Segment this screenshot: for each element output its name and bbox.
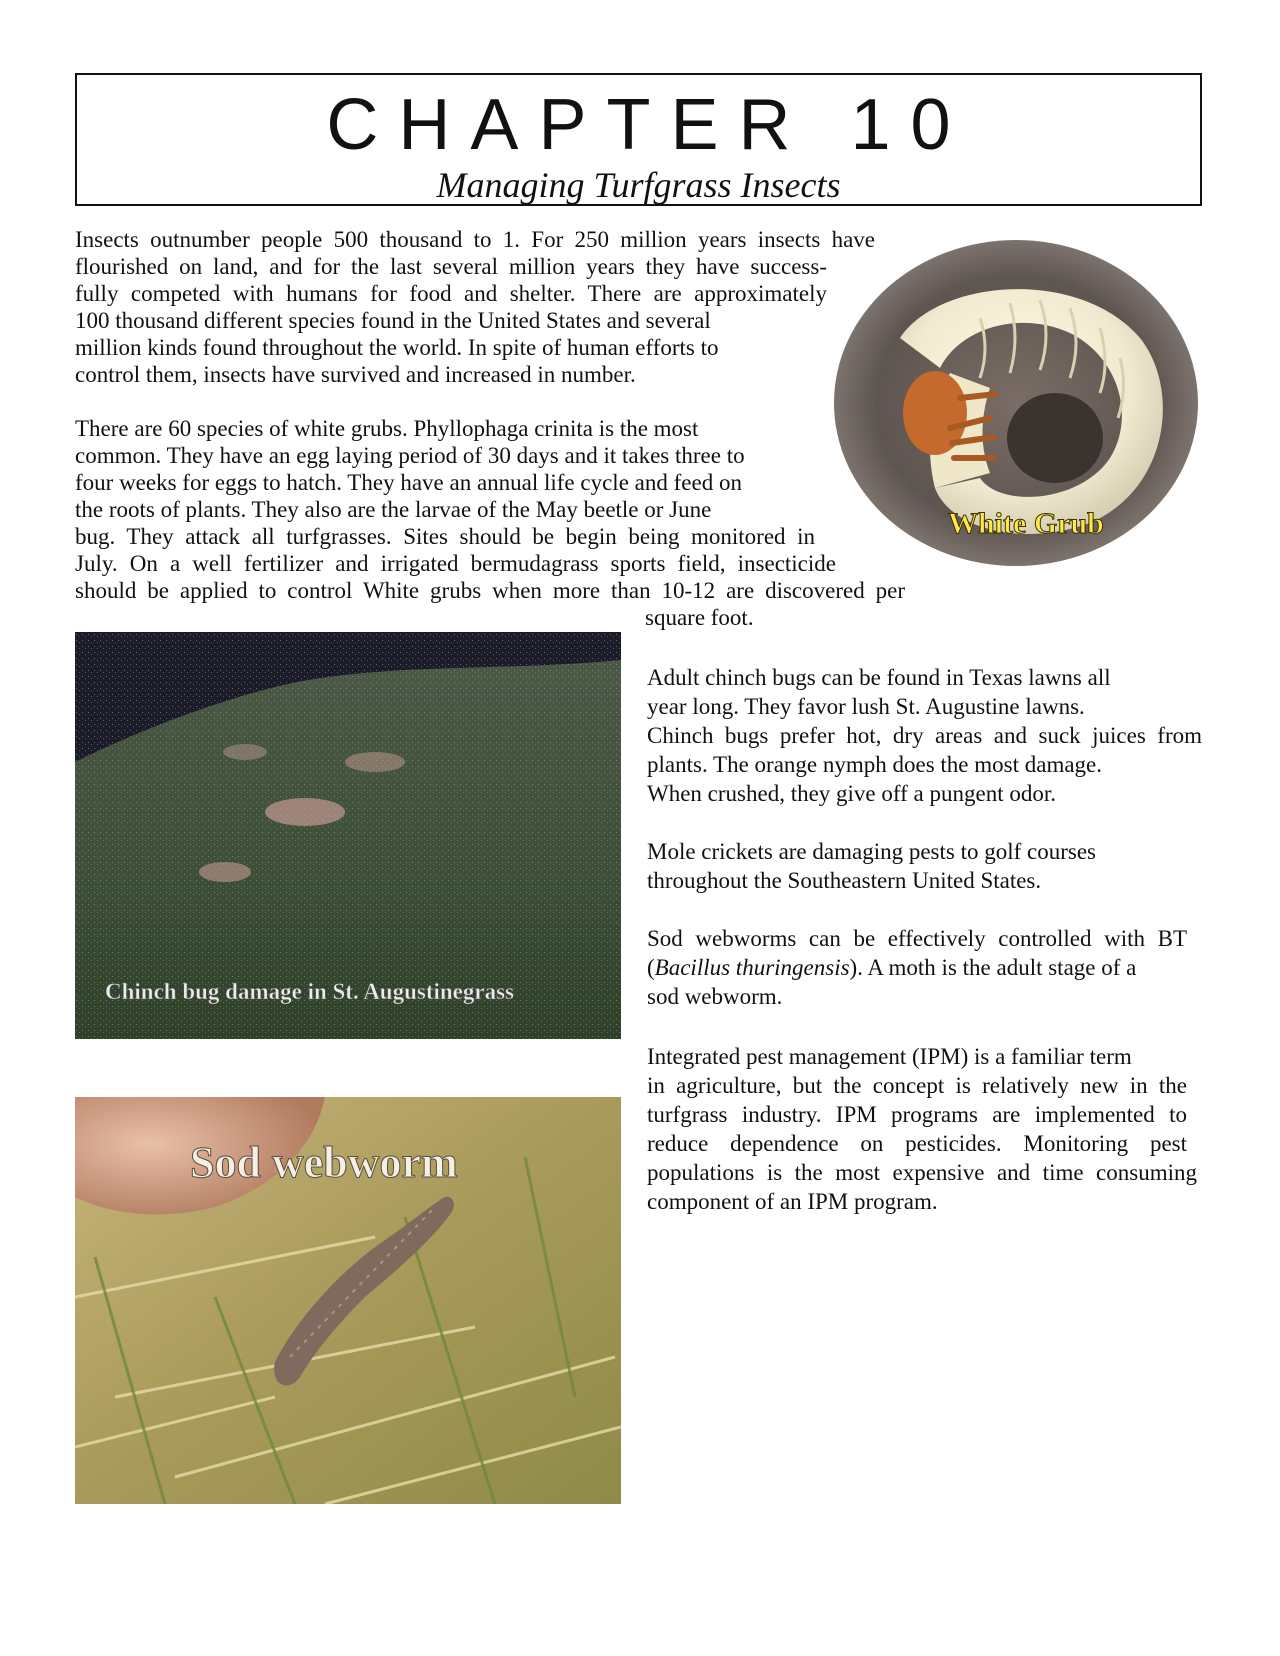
mole-cricket-paragraph [647, 837, 1096, 895]
text-line: Chinch bugs prefer hot, dry areas and suck juices from [647, 723, 1202, 748]
chapter-title: CHAPTER 10 [326, 85, 971, 165]
text-line: should be applied to control White grubs when more than 10-12 are discovered per [75, 578, 905, 603]
text-line: Mole crickets are damaging pests to golf courses [647, 839, 1097, 864]
scientific-name: Bacillus thuringensis [654, 955, 850, 980]
text-line: (Bacillus thuringensis). A moth is the adult stage of a [647, 955, 1137, 980]
text-line: square foot. [645, 605, 754, 630]
chinch-bug-photo [75, 632, 621, 1039]
chapter-header [75, 73, 1202, 206]
white-grub-photo [830, 238, 1202, 568]
text-line: July. On a well fertilizer and irrigated bermudagrass sports field, insecticide [75, 551, 836, 576]
sod-webworm-caption: Sod webworm [190, 1138, 458, 1187]
text-line: reduce dependence on pesticides. Monitoring pest [647, 1131, 1187, 1156]
text-line: common. They have an egg laying period of 30 days and it takes three to [75, 443, 745, 468]
text-line: When crushed, they give off a pungent odor. [647, 781, 1056, 806]
text-line: Integrated pest management (IPM) is a familiar term [647, 1044, 1132, 1069]
text-line: fully competed with humans for food and shelter. There are approximately [75, 281, 827, 306]
text-line: throughout the Southeastern United States. [647, 868, 1042, 893]
chapter-subtitle: Managing Turfgrass Insects [436, 165, 841, 205]
sod-webworm-photo [75, 1097, 621, 1504]
text-line: in agriculture, but the concept is relatively new in the [647, 1073, 1187, 1098]
white-grub-paragraph [75, 415, 905, 631]
text-line: Sod webworms can be effectively controlled with BT [647, 926, 1187, 951]
text-line: sod webworm. [647, 984, 783, 1009]
white-grub-caption: White Grub [948, 507, 1104, 540]
text-line: year long. They favor lush St. Augustine lawns. [647, 694, 1085, 719]
text-line: Adult chinch bugs can be found in Texas lawns all [647, 665, 1111, 690]
text-line: There are 60 species of white grubs. Phyllophaga crinita is the most [75, 416, 699, 441]
text-line: million kinds found throughout the world. In spite of human efforts to [75, 335, 719, 360]
text-line: 100 thousand different species found in the United States and several [75, 308, 711, 333]
text-line: bug. They attack all turfgrasses. Sites should be begin being monitored in [75, 524, 815, 549]
chinch-bug-caption: Chinch bug damage in St. Augustinegrass [105, 979, 514, 1004]
ipm-paragraph [647, 1042, 1197, 1216]
text-line: Insects outnumber people 500 thousand to 1. For 250 million years insects have [75, 227, 875, 252]
text-line: turfgrass industry. IPM programs are implemented to [647, 1102, 1187, 1127]
text-line: component of an IPM program. [647, 1189, 938, 1214]
text-line: plants. The orange nymph does the most damage. [647, 752, 1103, 777]
text-line: the roots of plants. They also are the larvae of the May beetle or June [75, 497, 712, 522]
text-line: control them, insects have survived and increased in number. [75, 362, 636, 387]
sod-webworm-paragraph [647, 924, 1187, 1011]
intro-paragraph [75, 226, 875, 388]
text-line: populations is the most expensive and time consuming [647, 1160, 1197, 1185]
text-line: four weeks for eggs to hatch. They have an annual life cycle and feed on [75, 470, 742, 495]
chinch-bug-paragraph [647, 663, 1202, 808]
text-line: flourished on land, and for the last several million years they have success- [75, 254, 827, 279]
